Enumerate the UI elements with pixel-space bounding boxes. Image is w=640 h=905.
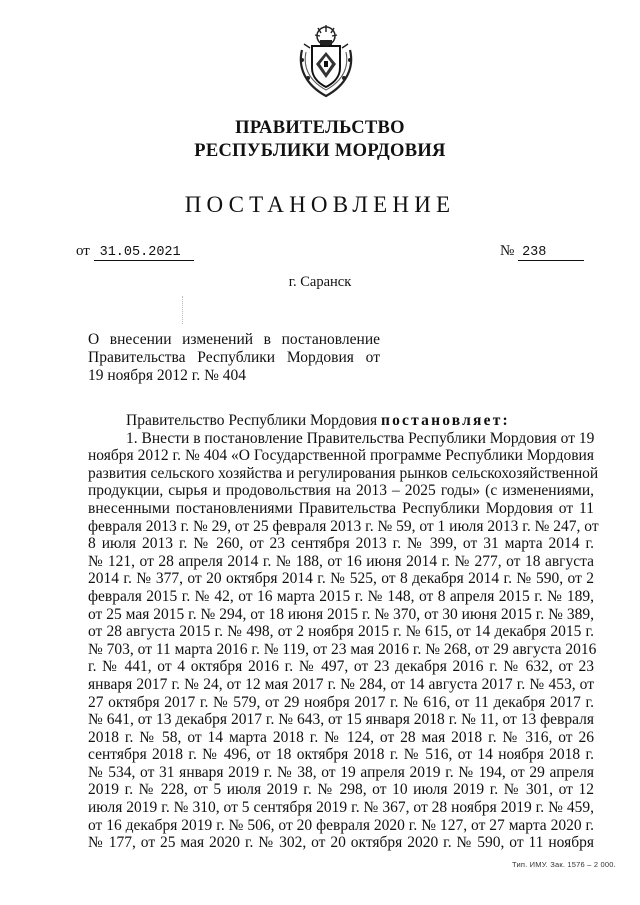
body-line: 2019 г. № 228, от 5 июля 2019 г. № 298, от 10 июля 2019 г. № 301, от 12	[88, 781, 594, 799]
body-line: 8 июля 2013 г. № 260, от 23 сентября 2013 г. № 399, от 31 марта 2014 г.	[88, 535, 594, 553]
document-number	[500, 243, 584, 261]
government-name-line2: РЕСПУБЛИКИ МОРДОВИЯ	[194, 141, 446, 161]
body-line: сентября 2018 г. № 496, от 18 октября 2018 г. № 516, от 14 ноября 2018 г.	[88, 746, 594, 764]
number-value: 238	[518, 245, 584, 261]
document-subject	[88, 331, 380, 385]
body-line: июля 2019 г. № 310, от 5 сентября 2019 г. № 367, от 28 ноября 2019 г. № 459,	[88, 799, 594, 817]
intro-line	[88, 412, 594, 430]
city: г. Саранск	[288, 274, 352, 290]
intro-verb: постановляет:	[380, 412, 510, 429]
body-line: г. № 441, от 4 октября 2016 г. № 497, от 23 декабря 2016 г. № 632, от 23	[88, 658, 594, 676]
subject-line: О внесении изменений в постановление	[88, 331, 380, 348]
document-body	[88, 412, 599, 852]
intro-text: Правительство Республики Мордовия	[126, 412, 381, 429]
government-name-line1: ПРАВИТЕЛЬСТВО	[235, 118, 405, 138]
body-line: продукции, сырья и продовольствия на 2013 – 2025 годы» (с изменениями,	[88, 482, 594, 500]
body-line: № 641, от 13 декабря 2017 г. № 643, от 15 января 2018 г. № 11, от 13 февраля	[88, 711, 594, 729]
date-prefix: от	[76, 243, 90, 259]
body-line: от 25 мая 2015 г. № 294, от 18 июня 2015 г. № 370, от 30 июня 2015 г. № 389,	[88, 605, 594, 623]
document-date	[76, 243, 194, 261]
body-line: от 16 декабря 2019 г. № 506, от 20 февраля 2020 г. № 127, от 27 марта 2020 г.	[88, 816, 594, 834]
scan-artifact	[182, 296, 184, 324]
body-line: ноября 2012 г. № 404 «О Государственной программе Республики Мордовия	[88, 447, 594, 465]
body-line: № 121, от 28 апреля 2014 г. № 188, от 16 июня 2014 г. № 277, от 18 августа	[88, 552, 594, 570]
body-line: внесенными постановлениями Правительства Республики Мордовия от 11	[88, 499, 594, 517]
body-line: января 2017 г. № 24, от 12 мая 2017 г. № 284, от 14 августа 2017 г. № 453, от	[88, 675, 594, 693]
body-line: 27 октября 2017 г. № 579, от 29 ноября 2017 г. № 616, от 11 декабря 2017 г.	[88, 693, 594, 711]
body-line: № 177, от 25 мая 2020 г. № 302, от 20 октября 2020 г. № 590, от 11 ноября	[88, 834, 594, 852]
body-line: 2014 г. № 377, от 20 октября 2014 г. № 525, от 8 декабря 2014 г. № 590, от 2	[88, 570, 594, 588]
number-prefix: №	[500, 243, 515, 259]
body-line: № 703, от 11 марта 2016 г. № 119, от 23 мая 2016 г. № 268, от 29 августа 2016	[88, 640, 597, 658]
body-line: 1. Внести в постановление Правительства Республики Мордовия от 19	[126, 429, 595, 447]
body-line: № 534, от 31 января 2019 г. № 38, от 19 апреля 2019 г. № 194, от 29 апреля	[88, 763, 594, 781]
body-line: февраля 2013 г. № 29, от 25 февраля 2013 г. № 59, от 1 июля 2013 г. № 247, от	[88, 517, 599, 535]
subject-line: Правительства Республики Мордовия от	[88, 349, 380, 366]
coat-of-arms-icon	[294, 22, 358, 100]
document-title: ПОСТАНОВЛЕНИЕ	[184, 192, 456, 217]
body-line: 2018 г. № 58, от 14 марта 2018 г. № 124, от 28 мая 2018 г. № 316, от 26	[88, 728, 594, 746]
body-line: февраля 2015 г. № 42, от 16 марта 2015 г. № 148, от 8 апреля 2015 г. № 189,	[88, 587, 594, 605]
print-info: Тип. ИМУ. Зак. 1576 – 2 000.	[512, 860, 616, 869]
body-line: развития сельского хозяйства и регулирования рынков сельскохозяйственной	[88, 464, 599, 482]
subject-line: 19 ноября 2012 г. № 404	[88, 367, 247, 384]
date-value: 31.05.2021	[94, 245, 194, 261]
body-line: от 28 августа 2015 г. № 498, от 2 ноября 2015 г. № 615, от 14 декабря 2015 г.	[88, 623, 594, 641]
